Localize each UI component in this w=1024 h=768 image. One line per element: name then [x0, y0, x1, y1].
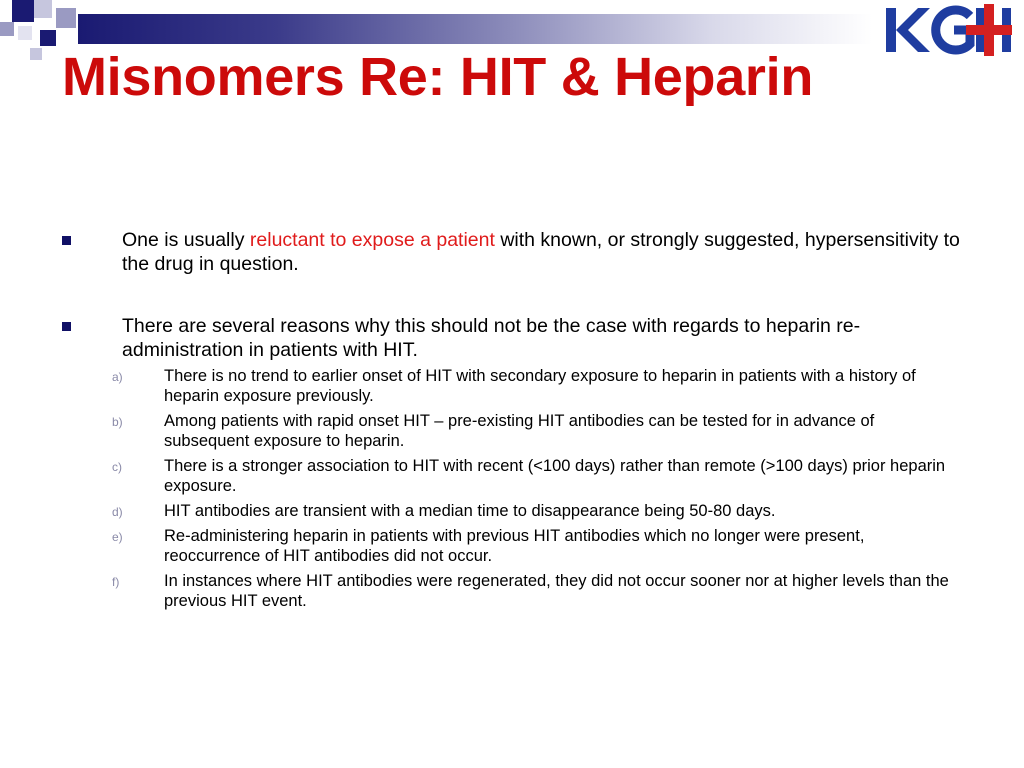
sub-item	[62, 571, 962, 611]
sub-item-text: HIT antibodies are transient with a median time to disappearance being 50-80 days.	[164, 502, 776, 520]
sub-item-label: f)	[112, 575, 120, 589]
decor-square	[18, 26, 32, 40]
slide-body	[62, 228, 962, 616]
decor-square	[30, 48, 42, 60]
sub-item-label: e)	[112, 530, 123, 544]
sub-item	[62, 366, 962, 406]
sub-item-label: c)	[112, 460, 122, 474]
sub-item-label: d)	[112, 505, 123, 519]
square-bullet-icon	[62, 236, 71, 245]
sub-item	[62, 501, 962, 521]
sub-item-text: In instances where HIT antibodies were regenerated, they did not occur sooner nor at higher levels than the previous HIT event.	[164, 572, 949, 610]
decor-square	[0, 22, 14, 36]
decor-square	[12, 0, 34, 22]
sub-list	[62, 366, 962, 611]
square-bullet-icon	[62, 322, 71, 331]
kgh-logo	[878, 0, 1018, 60]
decor-square	[34, 0, 52, 18]
sub-item-text: There is a stronger association to HIT with recent (<100 days) rather than remote (>100 days) prior heparin exposure.	[164, 457, 946, 495]
sub-item-text: There is no trend to earlier onset of HIT with secondary exposure to heparin in patients with a history of heparin exposure previously.	[164, 367, 916, 405]
sub-item-label: b)	[112, 415, 123, 429]
bullet-text-suffix: with known, or strongly suggested, hypersensitivity to the drug in question.	[122, 229, 960, 275]
bullet-text: There are several reasons why this should not be the case with regards to heparin re-administration in patients with HIT.	[122, 315, 861, 361]
slide-title: Misnomers Re: HIT & Heparin	[62, 47, 814, 107]
sub-item	[62, 526, 962, 566]
bullet-text-prefix: One is usually	[122, 229, 250, 251]
bullet-item	[62, 314, 962, 362]
decor-square	[40, 30, 56, 46]
sub-item-label: a)	[112, 370, 123, 384]
highlighted-phrase: reluctant to expose a patient	[249, 229, 495, 251]
sub-item	[62, 411, 962, 451]
sub-item-text: Among patients with rapid onset HIT – pre-existing HIT antibodies can be tested for in advance of subsequent exposure to heparin.	[164, 412, 875, 450]
decor-square	[56, 8, 76, 28]
header-gradient-band	[78, 14, 872, 44]
sub-item	[62, 456, 962, 496]
bullet-item	[62, 228, 962, 276]
sub-item-text: Re-administering heparin in patients with previous HIT antibodies which no longer were present, reoccurrence of HIT antibodies did not occur.	[164, 527, 865, 565]
